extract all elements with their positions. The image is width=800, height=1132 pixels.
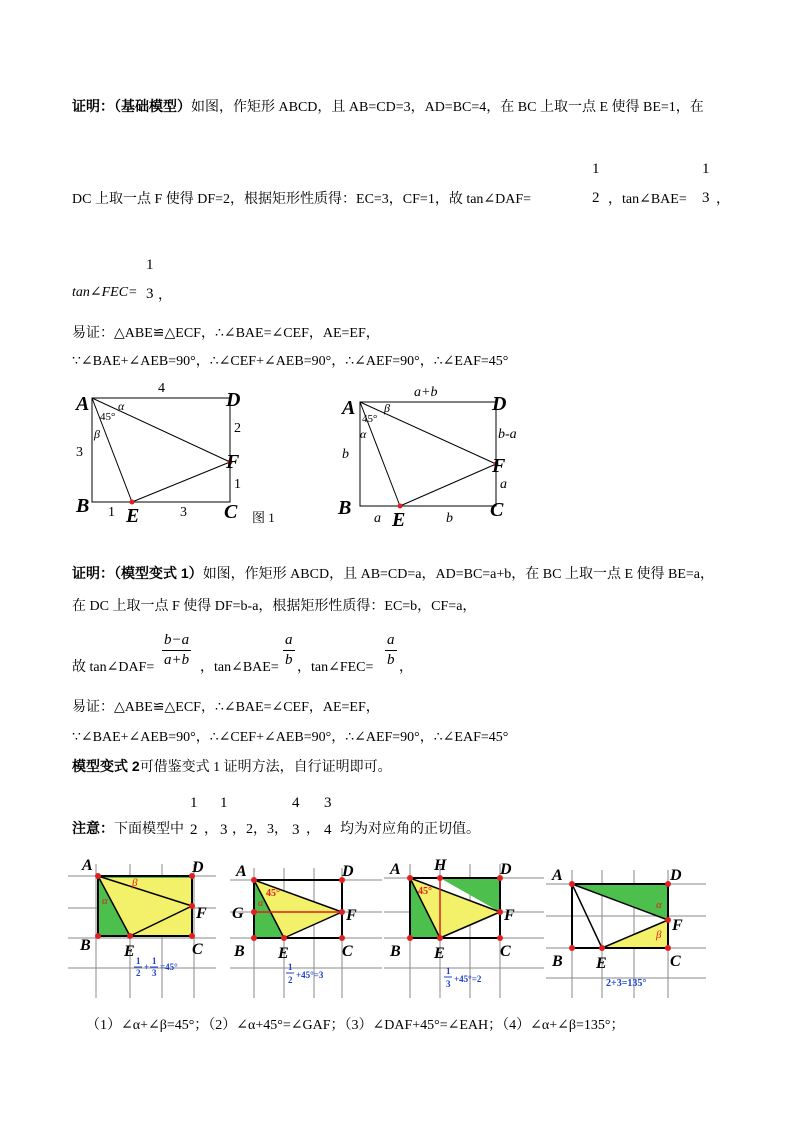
note-frac1: 1 2: [190, 795, 198, 838]
svg-text:2+3=135°: 2+3=135°: [606, 978, 647, 989]
svg-text:C: C: [500, 943, 511, 960]
svg-text:α: α: [258, 898, 264, 909]
svg-text:A: A: [342, 397, 356, 419]
svg-text:F: F: [226, 451, 240, 473]
svg-text:2: 2: [288, 975, 293, 985]
svg-text:图 1: 图 1: [252, 510, 275, 525]
svg-text:45°: 45°: [362, 413, 378, 425]
p2-line3-c: ，tan∠FEC=: [297, 660, 374, 675]
svg-text:E: E: [596, 955, 607, 972]
svg-text:E: E: [126, 505, 140, 526]
svg-text:β: β: [384, 401, 390, 415]
svg-text:A: A: [236, 863, 247, 880]
svg-text:45°: 45°: [418, 886, 432, 897]
svg-text:G: G: [232, 905, 244, 922]
svg-text:F: F: [346, 907, 357, 924]
note-frac4: 3 4: [324, 795, 332, 838]
note-b: 均为对应角的正切值。: [340, 822, 480, 837]
svg-text:a+b: a+b: [414, 385, 438, 400]
svg-text:3: 3: [76, 445, 83, 460]
svg-text:3: 3: [152, 968, 157, 978]
svg-text:E: E: [392, 509, 406, 526]
svg-text:F: F: [196, 905, 207, 922]
svg-text:B: B: [390, 943, 401, 960]
svg-text:2: 2: [234, 421, 241, 436]
figure-basic: [70, 376, 710, 526]
svg-text:D: D: [342, 863, 354, 880]
svg-text:D: D: [192, 859, 204, 876]
fig1: [74, 381, 275, 526]
svg-text:C: C: [670, 953, 681, 970]
svg-text:D: D: [500, 861, 512, 878]
svg-text:A: A: [82, 857, 93, 874]
svg-text:C: C: [490, 499, 504, 521]
svg-text:1: 1: [234, 477, 241, 492]
svg-text:+45°=2: +45°=2: [454, 974, 482, 984]
svg-text:45°: 45°: [100, 411, 116, 423]
svg-text:3: 3: [180, 505, 187, 520]
p1-line4: 易证：△ABE≌△ECF，∴∠BAE=∠CEF，AE=EF，: [72, 326, 380, 341]
model-captions: （1）∠α+∠β=45°；（2）∠α+45°=∠GAF；（3）∠DAF+45°=∠EAH；（4）∠α+∠β=135°；: [86, 1018, 625, 1033]
svg-text:β: β: [656, 929, 662, 941]
svg-text:B: B: [338, 497, 352, 519]
svg-text:E: E: [434, 945, 445, 962]
svg-text:4: 4: [158, 381, 165, 396]
svg-text:a: a: [500, 477, 507, 492]
svg-text:+: +: [144, 962, 150, 972]
svg-text:1: 1: [288, 962, 293, 972]
p2-line3-a: 故 tan∠DAF=: [72, 660, 155, 675]
p2-frac-fec: a b: [387, 632, 395, 668]
p2-line6: 模型变式 2可借鉴变式 1 证明方法，自行证明即可。: [72, 758, 392, 775]
svg-text:+45°=3: +45°=3: [296, 970, 324, 980]
model-4: [551, 867, 683, 989]
svg-text:H: H: [434, 857, 447, 874]
svg-text:F: F: [504, 907, 515, 924]
svg-text:α: α: [360, 427, 367, 441]
p1-frac-bae: 1 3: [702, 161, 710, 206]
note-sep2: ，: [306, 822, 320, 837]
svg-text:D: D: [670, 867, 682, 884]
p1-line2-a: DC 上取一点 F 使得 DF=2，根据矩形性质得：EC=3，CF=1，故 tan∠DAF=: [72, 192, 532, 207]
p2-frac-daf: b−a a+b: [164, 632, 190, 668]
svg-text:A: A: [552, 867, 563, 884]
svg-text:=45°: =45°: [160, 962, 178, 972]
svg-text:C: C: [342, 943, 353, 960]
svg-text:E: E: [278, 945, 289, 962]
p1-frac-daf: 1 2: [592, 161, 600, 206]
svg-text:A: A: [76, 393, 90, 415]
svg-text:A: A: [390, 861, 401, 878]
p1-line2-c: ，: [716, 192, 730, 207]
svg-text:α: α: [656, 899, 662, 911]
note-frac2: 1 3: [220, 795, 228, 838]
svg-text:β: β: [94, 427, 100, 441]
svg-text:2: 2: [136, 968, 141, 978]
svg-text:a: a: [374, 511, 381, 526]
model-1: [79, 857, 207, 978]
svg-text:1: 1: [136, 956, 141, 966]
svg-text:b: b: [342, 447, 349, 462]
p2-line5: ∵∠BAE+∠AEB=90°，∴∠CEF+∠AEB=90°，∴∠AEF=90°，∴∠EAF=45°: [72, 730, 509, 745]
svg-text:D: D: [226, 389, 241, 411]
p2-line3-b: ，tan∠BAE=: [200, 660, 279, 675]
svg-text:α: α: [118, 399, 125, 413]
model-figures: [66, 850, 738, 1000]
svg-text:1: 1: [446, 966, 451, 976]
svg-text:1: 1: [108, 505, 115, 520]
p2-frac-bae: a b: [285, 632, 293, 668]
note-sep1: ，: [204, 822, 218, 837]
p1-label: 证明：（基础模型）: [72, 98, 191, 114]
svg-text:C: C: [192, 941, 203, 958]
p2-line1: 证明：（模型变式 1）如图，作矩形 ABCD，且 AB=CD=a，AD=BC=a+b，在 BC 上取一点 E 使得 BE=a，: [72, 565, 715, 582]
p2-line3-d: ，: [399, 660, 413, 675]
svg-text:F: F: [492, 455, 506, 477]
fig2: [337, 385, 517, 526]
model-2: [232, 863, 357, 985]
p2-line4: 易证：△ABE≌△ECF，∴∠BAE=∠CEF，AE=EF，: [72, 700, 380, 715]
p1-line2-b: ，tan∠BAE=: [608, 192, 687, 207]
svg-text:B: B: [552, 953, 563, 970]
svg-text:1: 1: [152, 956, 157, 966]
p1-line3-b: ，: [158, 288, 172, 303]
svg-text:E: E: [124, 943, 135, 960]
p1-line1-text: 如图，作矩形 ABCD，且 AB=CD=3，AD=BC=4，在 BC 上取一点 E 使得 BE=1，在: [191, 100, 704, 115]
model-3: [389, 857, 515, 989]
note-frac3: 4 3: [292, 795, 300, 838]
svg-text:45°: 45°: [266, 888, 280, 899]
svg-text:3: 3: [446, 979, 451, 989]
svg-text:C: C: [224, 501, 238, 523]
svg-text:b: b: [446, 511, 453, 526]
p1-line2: [72, 188, 531, 208]
note-a: 注意：下面模型中: [72, 820, 184, 837]
p2-line2: 在 DC 上取一点 F 使得 DF=b-a，根据矩形性质得：EC=b，CF=a，: [72, 599, 477, 614]
p1-line5: ∵∠BAE+∠AEB=90°，∴∠CEF+∠AEB=90°，∴∠AEF=90°，∴∠EAF=45°: [72, 354, 509, 369]
svg-text:D: D: [492, 393, 507, 415]
p1-frac-fec: 1 3: [146, 257, 154, 302]
svg-text:B: B: [76, 495, 90, 517]
svg-text:F: F: [672, 917, 683, 934]
p1-line1: [72, 96, 704, 116]
svg-text:α: α: [102, 895, 108, 907]
svg-text:b-a: b-a: [498, 427, 517, 442]
svg-text:B: B: [80, 937, 91, 954]
svg-text:β: β: [132, 877, 138, 889]
svg-text:B: B: [234, 943, 245, 960]
p1-line3: tan∠FEC=: [72, 285, 138, 300]
note-mid: ，2，3，: [232, 822, 288, 837]
